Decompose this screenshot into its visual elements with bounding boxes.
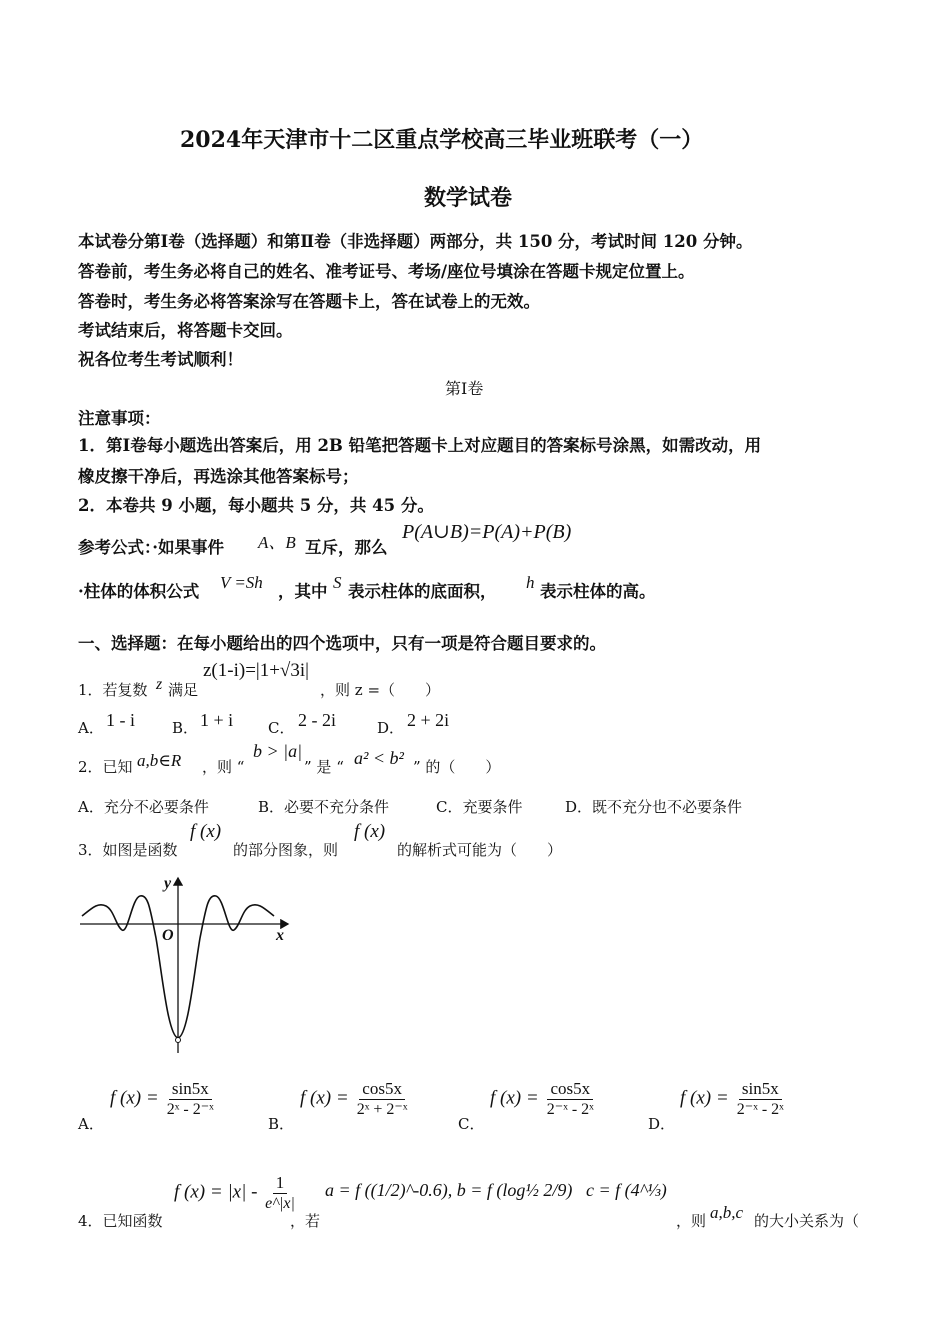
q4-function	[174, 1172, 298, 1214]
formula2-h: h	[526, 573, 535, 592]
formula2-prefix: ·柱体的体积公式	[78, 582, 200, 601]
q3-option-c-den: 2⁻ˣ - 2ˣ	[546, 1101, 594, 1118]
intro-line-4: 考试结束后，将答题卡交回。	[78, 321, 293, 340]
q1-mid: 满足	[168, 681, 199, 699]
q1-option-d-value: 2 + 2i	[407, 710, 450, 730]
q2-option-b: B．必要不充分条件	[258, 798, 390, 816]
q4-function-num: 1	[273, 1172, 288, 1194]
q3-option-c-label: C．	[458, 1115, 485, 1133]
formula1-mid: 互斥，那么	[305, 538, 388, 557]
q1-option-a-label: A．	[78, 719, 104, 737]
intro-line-1: 本试卷分第Ⅰ卷（选择题）和第Ⅱ卷（非选择题）两部分，共 150 分，考试时间 120 分钟。	[78, 232, 753, 251]
q3-option-a	[110, 1078, 217, 1120]
q3-option-c-lhs: f (x) =	[490, 1087, 539, 1109]
intro-line-5: 祝各位考生考试顺利！	[78, 350, 243, 369]
graph-origin-label: O	[162, 927, 174, 944]
q4-mid2: ，则	[676, 1212, 707, 1230]
q3-option-b	[300, 1078, 411, 1120]
q3-option-a-num: sin5x	[169, 1078, 212, 1100]
exam-title: 2024年天津市十二区重点学校高三毕业班联考（一）	[180, 127, 704, 153]
q4-a-b-expr: a = f ((1/2)^-0.6), b = f (log½ 2/9)	[325, 1180, 573, 1200]
formula1-prefix: 参考公式：·如果事件	[78, 538, 224, 557]
section1-title: 一、选择题：在每小题给出的四个选项中，只有一项是符合题目要求的。	[78, 634, 606, 653]
q3-mid: 的部分图象，则	[233, 841, 339, 859]
q4-end: 的大小关系为（	[754, 1212, 860, 1230]
graph-y-label: y	[164, 875, 172, 892]
q1-end: ，则 z =（ ）	[320, 681, 441, 699]
q3-option-d-label: D．	[648, 1115, 676, 1133]
q4-vars: a,b,c	[710, 1203, 744, 1222]
q2-option-c: C．充要条件	[436, 798, 523, 816]
q2-option-d: D．既不充分也不必要条件	[565, 798, 743, 816]
q3-fx-1: f (x)	[190, 821, 222, 842]
formula2-expr: V =Sh	[220, 573, 263, 592]
q1-option-c-label: C．	[268, 719, 295, 737]
intro-line-2: 答卷前，考生务必将自己的姓名、准考证号、考场/座位号填涂在答题卡规定位置上。	[78, 262, 695, 281]
q2-option-a: A．充分不必要条件	[78, 798, 209, 816]
formula2-mid2: 表示柱体的底面积，	[348, 582, 497, 601]
q3-option-a-den: 2ˣ - 2⁻ˣ	[166, 1101, 214, 1118]
q3-option-b-label: B．	[268, 1115, 295, 1133]
q3-option-c	[490, 1078, 597, 1120]
q1-option-d-label: D．	[377, 719, 405, 737]
q1-option-b-value: 1 + i	[200, 710, 234, 730]
notice-1-line-2: 橡皮擦干净后，再选涂其他答案标号；	[78, 467, 359, 486]
notice-2: 2．本卷共 9 小题，每小题共 5 分，共 45 分。	[78, 496, 434, 515]
intro-line-3: 答卷时，考生务必将答案涂写在答题卡上，答在试卷上的无效。	[78, 292, 540, 311]
q3-option-a-lhs: f (x) =	[110, 1087, 159, 1109]
q2-prefix: 2．已知	[78, 758, 133, 776]
q3-option-b-num: cos5x	[359, 1078, 405, 1100]
notice-1-line-1: 1．第Ⅰ卷每小题选出答案后，用 2B 铅笔把答题卡上对应题目的答案标号涂黑，如需改动，用	[78, 436, 762, 455]
formula2-S: S	[333, 573, 342, 592]
graph-x-label: x	[276, 927, 284, 944]
q2-expr2: a² < b²	[354, 748, 404, 768]
graph-min-point	[176, 1038, 181, 1043]
q3-prefix: 3．如图是函数	[78, 841, 178, 859]
q3-fx-2: f (x)	[354, 821, 386, 842]
q3-option-b-den: 2ˣ + 2⁻ˣ	[356, 1101, 408, 1118]
q2-end: ” 的（ ）	[413, 758, 501, 776]
q1-prefix: 1．若复数	[78, 681, 148, 699]
q4-function-den: e^|x|	[265, 1195, 295, 1212]
q3-option-b-lhs: f (x) =	[300, 1087, 349, 1109]
notice-label: 注意事项：	[78, 409, 161, 428]
q3-option-d	[680, 1078, 787, 1120]
q1-option-c-value: 2 - 2i	[298, 710, 336, 730]
q3-option-c-num: cos5x	[547, 1078, 593, 1100]
q4-mid1: ，若	[290, 1212, 321, 1230]
q3-option-d-lhs: f (x) =	[680, 1087, 729, 1109]
q3-option-d-den: 2⁻ˣ - 2ˣ	[736, 1101, 784, 1118]
part1-title: 第Ⅰ卷	[445, 379, 484, 398]
q3-function-graph	[76, 868, 296, 1058]
q1-var: z	[156, 676, 163, 693]
q2-cond: a,b∈R	[137, 751, 182, 770]
q2-mid1: ，则 “	[202, 758, 245, 776]
formula1-expr: P(A∪B)=P(A)+P(B)	[402, 521, 572, 543]
q4-prefix: 4．已知函数	[78, 1212, 163, 1230]
formula2-end: 表示柱体的高。	[540, 582, 656, 601]
q2-mid2: ” 是 “	[304, 758, 344, 776]
q1-option-a-value: 1 - i	[106, 710, 135, 730]
q3-end: 的解析式可能为（ ）	[397, 841, 563, 859]
q4-function-lhs: f (x) = |x| -	[174, 1181, 263, 1203]
q4-c-expr: c = f (4^⅓)	[586, 1180, 667, 1200]
q1-option-b-label: B．	[172, 719, 199, 737]
q2-expr1: b > |a|	[253, 741, 303, 761]
exam-subtitle: 数学试卷	[424, 185, 513, 211]
q1-expr: z(1-i)=|1+√3i|	[203, 660, 309, 681]
q3-option-d-num: sin5x	[739, 1078, 782, 1100]
formula1-events: A、B	[258, 533, 296, 552]
formula2-mid1: ，其中	[278, 582, 328, 601]
q3-option-a-label: A．	[78, 1115, 104, 1133]
